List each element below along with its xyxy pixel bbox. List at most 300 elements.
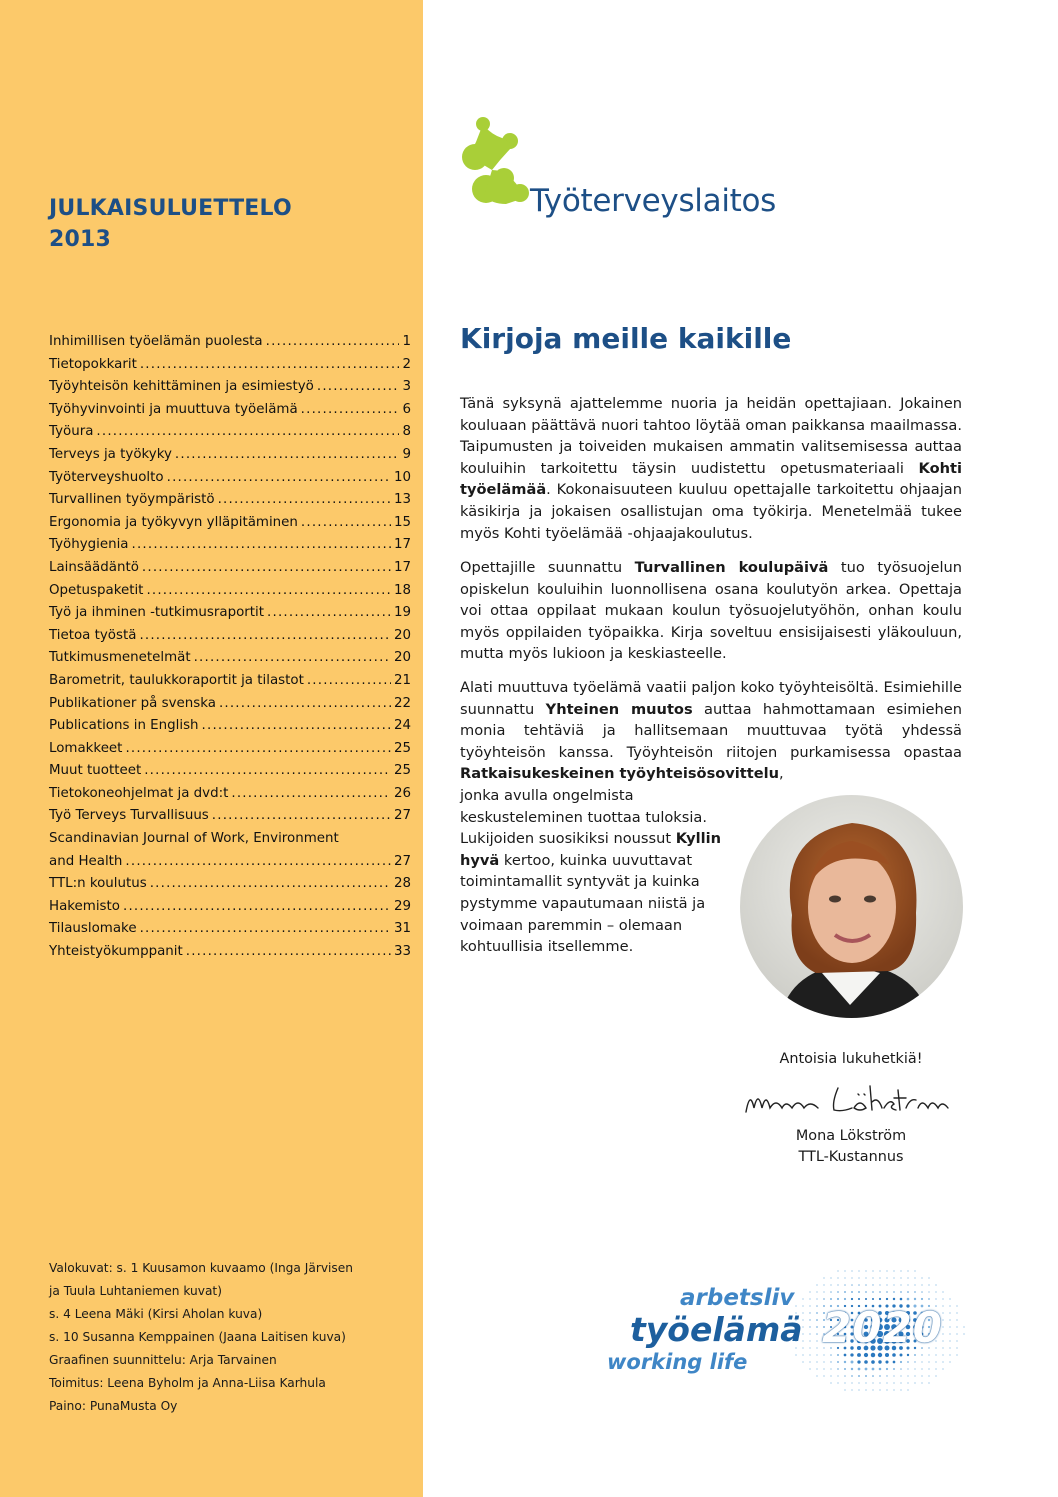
catalog-title [49,193,389,255]
toc-leader [186,941,391,964]
badge-dot [851,1361,854,1364]
toc-leader [231,783,391,806]
badge-dot [886,1298,888,1300]
toc-label: TTL:n koulutus [49,876,147,892]
toc-page: 27 [393,853,411,869]
badge-dot [921,1298,923,1300]
badge-dot [816,1361,817,1362]
badge-dot [871,1353,875,1357]
badge-dot [844,1354,847,1357]
badge-dot [816,1305,818,1307]
toc-leader [140,354,400,377]
credit-line: s. 4 Leena Mäki (Kirsi Aholan kuva) [49,1307,263,1321]
badge-dot [816,1284,817,1285]
badge-dot [872,1291,874,1293]
badge-dot [878,1360,881,1363]
toc-item [49,354,411,377]
badge-dot [823,1284,824,1285]
badge-dot [809,1368,810,1369]
badge-dot [886,1277,887,1278]
badge-dot [878,1353,882,1357]
badge-dot [858,1277,859,1278]
badge-dot [907,1298,910,1301]
credit-line: Valokuvat: s. 1 Kuusamon kuvaamo (Inga Järvisen [49,1261,354,1275]
badge-dot [872,1284,873,1285]
badge-dot [907,1270,908,1271]
badge-dot [809,1312,810,1313]
toc-label: and Health [49,853,123,869]
badge-dot [914,1368,915,1369]
badge-dot [844,1361,846,1363]
badge-dot [914,1284,915,1285]
toc-label: Terveys ja työkyky [49,446,172,462]
toc-label: Tietokoneohjelmat ja dvd:t [49,785,229,801]
badge-dot [844,1368,846,1370]
badge-dot [865,1375,867,1377]
badge-dot [816,1298,817,1299]
book-title-ratkaisukeskeinen: Ratkaisukeskeinen työyhteisösovittelu [460,765,780,783]
badge-dot [844,1270,845,1271]
toc-page: 21 [393,672,411,688]
toc-page: 20 [393,650,411,666]
toc-page: 6 [402,401,411,417]
badge-dot [935,1291,936,1292]
toc-page: 3 [402,379,411,395]
badge-dot [935,1368,936,1369]
badge-dot [921,1361,922,1362]
badge-dot [949,1326,950,1327]
toc-leader [167,467,391,490]
badge-dot [837,1284,838,1285]
toc-leader [175,444,400,467]
badge-dot [893,1284,894,1285]
badge-dot [928,1361,929,1362]
paragraph-3: Alati muuttuva työelämä vaatii paljon koko työyhteisöltä. Esimiehille suunnattu Yhteinen muutos auttaa hahmottamaan esimiehen monia tehtäviä ja hallitsemaan muuttuvaa työtä yhdessä työyhteisön kanssa. Työyhteisön riitojen purkamisessa opastaa Ratkaisukeskeinen työyhteisösovittelu, [460,679,962,783]
toc-label: Barometrit, taulukkoraportit ja tilastot [49,672,304,688]
badge-dot [893,1361,896,1364]
badge-dot [837,1354,839,1356]
toc-item [49,399,411,422]
badge-dot [802,1312,803,1313]
badge-dot [851,1298,853,1300]
badge-dot [914,1277,915,1278]
toc-item [49,738,411,761]
badge-dot [802,1326,803,1327]
badge-working-life: working life [607,1350,748,1374]
toc-line [49,851,411,874]
toc-label: Työhygienia [49,537,129,553]
toc-item [49,896,411,919]
toc-page: 18 [393,582,411,598]
badge-dot [851,1375,853,1377]
badge-dot [914,1291,916,1293]
badge-dot [921,1291,923,1293]
toc-page: 17 [393,537,411,553]
badge-dot [857,1360,860,1363]
badge-dot [879,1270,880,1271]
badge-dot [837,1375,838,1376]
badge-dot [872,1270,873,1271]
toc-item [49,489,411,512]
badge-dot [851,1277,852,1278]
badge-dot [802,1305,803,1306]
badge-dot [928,1277,929,1278]
badge-dot [865,1284,867,1286]
toc-page: 29 [393,898,411,914]
badge-dot [844,1298,846,1300]
toc-page: 24 [393,718,411,734]
badge-dot [956,1319,957,1320]
badge-dot [893,1270,894,1271]
badge-dot [809,1291,810,1292]
book-title-yhteinen-muutos: Yhteinen muutos [545,700,693,718]
badge-dot [886,1375,887,1376]
toc-page: 31 [393,921,411,937]
badge-dot [809,1340,810,1341]
toc-label: Tutkimusmenetelmät [49,650,191,666]
signature-icon [740,1078,955,1122]
badge-dot [892,1353,896,1357]
toc-leader [301,399,400,422]
badge-dot [823,1354,824,1355]
toc-item [49,828,411,873]
badge-dot [857,1353,861,1357]
badge-year: 2020 [822,1303,943,1352]
toc-item [49,534,411,557]
toc-page: 8 [402,424,411,440]
badge-dot [823,1298,825,1300]
toc-leader [144,760,391,783]
badge-dot [858,1298,860,1300]
badge-dot [851,1270,852,1271]
badge-dot [893,1389,894,1390]
badge-dot [809,1347,810,1348]
badge-dot [900,1361,902,1363]
badge-dot [900,1284,901,1285]
badge-dot [865,1277,866,1278]
toc-leader [218,489,391,512]
badge-dot [921,1368,922,1369]
toc-item [49,918,411,941]
badge-dot [928,1368,929,1369]
badge-dot [893,1298,895,1300]
badge-dot [907,1382,908,1383]
badge-dot [864,1353,868,1357]
badge-dot [907,1361,909,1363]
badge-dot [837,1368,839,1370]
badge-dot [809,1319,810,1320]
badge-dot [949,1354,950,1355]
badge-dot [816,1368,817,1369]
portrait-photo [740,795,963,1018]
badge-dot [935,1361,936,1362]
toc-item [49,647,411,670]
toc-leader [307,670,391,693]
badge-dot [956,1340,957,1341]
signer-organization: TTL-Kustannus [798,1149,904,1165]
badge-dot [837,1277,838,1278]
badge-dot [963,1333,964,1334]
badge-dot [949,1298,950,1299]
toc-item [49,670,411,693]
catalog-title-line1: JULKAISULUETTELO [49,196,292,221]
badge-dot [837,1291,839,1293]
badge-dot [949,1361,950,1362]
badge-dot [809,1305,810,1306]
badge-dot [942,1354,943,1355]
toc-item [49,783,411,806]
table-of-contents [49,331,411,964]
toc-page: 19 [393,605,411,621]
toc-page: 20 [393,627,411,643]
badge-dot [865,1298,867,1300]
badge-dot [802,1361,803,1362]
badge-dot [935,1375,936,1376]
badge-dot [900,1277,901,1278]
badge-dot [900,1382,901,1383]
toc-label: Publikationer på svenska [49,695,216,711]
toc-page: 9 [402,446,411,462]
toc-page: 10 [393,469,411,485]
badge-dot [893,1375,894,1376]
badge-dot [893,1382,894,1383]
toc-page: 15 [393,514,411,530]
badge-dot [956,1312,957,1313]
toc-item [49,693,411,716]
toc-leader [150,873,391,896]
badge-dot [885,1360,888,1363]
toc-page: 25 [393,740,411,756]
badge-dot [879,1298,881,1300]
badge-dot [956,1333,957,1334]
badge-dot [928,1354,929,1355]
toc-leader [267,602,391,625]
badge-dot [885,1353,889,1357]
badge-dot [956,1347,957,1348]
badge-dot [963,1326,964,1327]
badge-dot [830,1368,831,1369]
toc-item [49,602,411,625]
badge-dot [816,1312,818,1314]
credit-line: Paino: PunaMusta Oy [49,1399,178,1413]
badge-dot [809,1354,810,1355]
badge-dot [844,1284,846,1286]
toc-label: Työterveyshuolto [49,469,164,485]
toc-item [49,376,411,399]
badge-dot [823,1368,824,1369]
sidebar [0,0,423,1497]
badge-dot [837,1361,839,1363]
badge-dot [816,1326,818,1328]
badge-dot [921,1354,922,1355]
toc-leader [202,715,391,738]
toc-leader [212,805,391,828]
badge-dot [900,1368,902,1370]
badge-dot [935,1354,936,1355]
badge-dot [949,1319,950,1320]
toc-leader [96,421,399,444]
toc-page: 22 [393,695,411,711]
badge-dot [816,1347,817,1348]
badge-dot [816,1291,817,1292]
badge-dot [830,1291,832,1293]
paragraph-2: Opettajille suunnattu Turvallinen koulupäivä tuo työsuojelun opiskelun kouluihin luonnollisena osana koulutyön arkea. Opettaja voi ottaa oppilaat mukaan koulun työsuojelutyöhön, onhan koulu myös oppilaiden työpaikka. Kirja soveltuu ensisijaisesti yläkouluun, mutta myös lukioon ja keskiasteelle. [460,559,962,663]
badge-dot [830,1382,831,1383]
badge-dot [914,1354,916,1356]
badge-dot [858,1270,859,1271]
toc-page: 1 [402,334,411,349]
badge-dot [907,1368,908,1369]
badge-dot [907,1291,909,1293]
badge-dot [928,1375,929,1376]
toc-leader [266,331,400,354]
badge-dot [830,1284,831,1285]
toc-page: 26 [393,785,411,801]
badge-dot [830,1361,831,1362]
badge-dot [879,1389,880,1390]
catalog-title-year: 2013 [49,227,112,252]
badge-dot [865,1270,866,1271]
badge-dot [872,1298,874,1300]
badge-dot [809,1326,810,1327]
badge-dot [907,1375,908,1376]
badge-dot [865,1389,866,1390]
badge-dot [942,1368,943,1369]
credit-line: Graafinen suunnittelu: Arja Tarvainen [49,1353,277,1367]
toc-leader [146,580,391,603]
credits [49,1257,409,1418]
badge-dot [935,1298,936,1299]
badge-dot [844,1277,845,1278]
badge-dot [851,1389,852,1390]
toc-leader [194,647,391,670]
badge-dot [865,1368,868,1371]
logo-text: Työterveyslaitos [530,183,777,219]
badge-dot [872,1382,873,1383]
badge-dot [949,1340,950,1341]
badge-dot [802,1354,803,1355]
badge-dot [879,1375,881,1377]
badge-dot [809,1298,810,1299]
badge-dot [865,1382,866,1383]
badge-dot [921,1277,922,1278]
badge-dot [893,1291,895,1293]
toc-label: Tietoa työstä [49,627,137,643]
toc-label: Työura [49,424,94,440]
badge-dot [886,1270,887,1271]
paragraph-1: Tänä syksynä ajattelemme nuoria ja heidän opettajiaan. Jokainen kouluaan päättävä nuori tahtoo löytää oman paikkansa maailmassa. Taipumusten ja toiveiden mukaisen ammatin valitsemisessa auttaa kouluihin tarkoitettu täysin uudistettu opetusmateriaali Kohti työelämää. Kokonaisuuteen kuuluu opettajalle tarkoitettu ohjaajan käsikirja ja jokaisen osallistujan oma työkirja. Menetelmää tukee myös Kohti työelämää -ohjaajakoulutus. [460,395,962,542]
toc-leader [132,534,391,557]
toc-label: Ergonomia ja työkyvyn ylläpitäminen [49,514,298,530]
badge-dot [816,1319,818,1321]
badge-dot [844,1382,845,1383]
badge-dot [844,1375,846,1377]
badge-dot [809,1333,810,1334]
toc-label: Lainsäädäntö [49,559,139,575]
badge-dot [949,1347,950,1348]
badge-dot [837,1382,838,1383]
badge-dot [844,1291,846,1293]
badge-dot [886,1368,888,1370]
toc-item [49,873,411,896]
badge-dot [893,1368,895,1370]
badge-dot [802,1298,803,1299]
badge-dot [816,1354,817,1355]
toc-leader [123,896,391,919]
badge-dot [795,1354,796,1355]
toc-label: Tilauslomake [49,921,137,937]
credit-line: ja Tuula Luhtaniemen kuvat) [49,1284,222,1298]
badge-dot [900,1298,903,1301]
toc-label: Publications in English [49,718,199,734]
badge-dot [837,1298,839,1300]
toc-label: Opetuspaketit [49,582,144,598]
toc-item [49,331,411,354]
closing-greeting: Antoisia lukuhetkiä! [779,1051,923,1067]
badge-dot [858,1382,859,1383]
toc-leader [125,738,391,761]
badge-dot [858,1375,860,1377]
toc-leader [125,851,391,874]
signer [740,1126,962,1168]
toc-leader [301,512,391,535]
badge-dot [802,1347,803,1348]
signer-name: Mona Lökström [795,1128,907,1144]
badge-dot [921,1284,922,1285]
badge-dot [872,1389,873,1390]
toc-item [49,580,411,603]
toc-label: Lomakkeet [49,740,123,756]
toc-leader [139,625,391,648]
toc-leader [219,693,391,716]
badge-dot [907,1354,909,1356]
badge-dot [956,1305,957,1306]
toc-item [49,625,411,648]
badge-dot [886,1284,887,1285]
credit-line: s. 10 Susanna Kemppainen (Jaana Laitisen kuva) [49,1330,346,1344]
toc-leader [317,376,400,399]
badge-dot [858,1284,860,1286]
badge-dot [816,1375,817,1376]
badge-dot [914,1375,915,1376]
badge-dot [850,1353,853,1356]
badge-dot [879,1382,880,1383]
badge-dot [851,1284,853,1286]
toc-item [49,760,411,783]
badge-dot [816,1333,818,1335]
badge-dot [907,1277,908,1278]
toc-label: Työ ja ihminen -tutkimusraportit [49,605,265,621]
main-heading: Kirjoja meille kaikille [460,322,792,355]
badge-dot [886,1382,887,1383]
toc-item [49,444,411,467]
book-title-kyllin-hyva: Kyllin hyvä [460,830,722,869]
badge-dot [949,1333,950,1334]
toc-label: Tietopokkarit [49,356,137,372]
badge-dot [928,1298,930,1300]
toc-leader [140,918,391,941]
badge-dot [823,1291,824,1292]
badge-dot [809,1361,810,1362]
badge-dot [851,1368,853,1370]
badge-dot [942,1361,943,1362]
toc-page: 13 [393,492,411,508]
badge-dot [844,1389,845,1390]
badge-dot [872,1277,873,1278]
badge-dot [823,1361,824,1362]
toc-item [49,421,411,444]
toc-label: Työyhteisön kehittäminen ja esimiestyö [49,379,314,395]
